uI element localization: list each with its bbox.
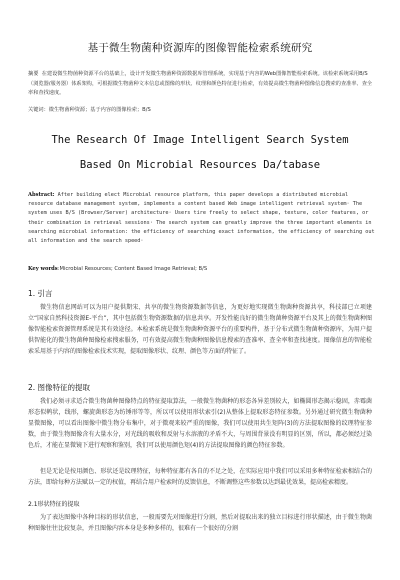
section-2-paragraph-1: 我们必须寻求适合微生物菌种图像特点的特征提取算法，一般微生物菌种的形态各异差别较大，如椭圆形态揭示稳固，赤霉菌形态似鹌状，线形，螺旋菌形态为纺锤形等等，所以可以使用形状索引(2)从整体上提取形态特征参数。另外通过研究微生物菌种显微图像，可以看出图像中微生物分布集中，对于微观来较严重的图像，我们可以使用共生矩阵(3)的方法提取图像的纹理特征参数，由于微生物图像含有大量水分，对光线的吸收和反射与水溶液的矛盾不大，与周围背景没有明显的区别，所以，都必须经过染色后，才能在显微镜下进行观察和鉴别，我们可以使用颜色矩(4)的方法提取图像的颜色特征参数。: [28, 398, 372, 449]
abstract-en-text: After building elect Microbial resource platform, this paper develops a distributed microbial resource database management system, implements a content based Web image intelligent retrieval system· The system uses B/S (Browser/Server) architecture· Users tire freely to select shape, texture, color features, or their combination in retrieval sessions· The search system can greatly improve the three important elements in searching microbial information: the efficiency of searching exact information, the efficiency of searching out all information and the search speed·: [28, 192, 375, 245]
section-2-heading: 2. 图像特征的提取: [28, 383, 91, 392]
keywords-cn-text: 微生物菌种资源；基于内容的图像检索；B/S: [48, 107, 151, 113]
abstract-cn: [28, 70, 376, 99]
abstract-cn-text: 在建设微生物菌种资源平台的基础上，设计开发微生物菌种资源数据库管理系统，实现基于内容的Web图像智能检索系统。该检索系统采用B/S（浏览器/服务器）体系架构，可根据微生物菌种文本信息或图像的形状、纹理和颜色特征进行检索，有效提高微生物菌种图像信息搜索的查准率、查全率和查找速度。: [28, 71, 373, 96]
keywords-en: [28, 266, 376, 272]
subsection-2-1-paragraph: 为了表达图像中各种目标的形状信息，一般需要先对图像进行分割，然后对提取出来的独立目标进行形状描述，由于微生物菌种图像往往比较复杂，并且图像内容本身是多种多样的，很难有一个很好的分割: [28, 514, 372, 532]
keywords-cn-label: 关键词：: [28, 107, 49, 113]
subsection-2-1-heading: 2.1形状特征的提取: [28, 501, 80, 508]
keywords-cn: [28, 106, 376, 113]
paper-title-en-line2: Based On Microbial Resources Da/tabase: [79, 159, 321, 171]
paper-title-cn: 基于微生物菌种资源库的图像智能检索系统研究: [87, 42, 313, 54]
keywords-en-label: Key words: [28, 266, 58, 272]
section-2-paragraph-2: 但是无论是按用颜色、形状还是纹理特征，每种特征都有各自的不足之处，在实际应用中我们可以采用多种特征检索相结合的方法，即给每种方法赋以一定的权值，再结合用户检索时的反馈信息，不断调整这些参数以达到最优效果，提高检索精度。: [28, 468, 372, 486]
section-1-paragraph: 微生物信息网站可以为用户提供期宋、共享的微生物资源数据等信息，为更好地实现微生物菌种资源共享，科技部已立项建立“国家自然科技资源E-平台”，其中包括微生物资源数据的信息共享。开发性能良好的微生物菌种资源平台及其上的微生物菌种图像智能检索资源管理系统是其有效途径。本检索系统是微生物菌种资源平台的重要构件，基于分布式微生物菌种资源库，为用户提供智能化的微生物菌种图像检索搜索服务，可有效提高微生物菌种图像信息搜索的查准率、查全率和查找速度。图像信息的智能检索采用基于内容的图像检索技术实现，提取图像形状、纹理、颜色等方面的特征了。: [28, 304, 372, 355]
paper-title-en-line1: The Research Of Image Intelligent Search System: [51, 134, 349, 146]
abstract-en-label: Abstract:: [28, 192, 55, 198]
abstract-en: [28, 191, 376, 246]
section-1-heading: 1. 引言: [28, 289, 53, 298]
abstract-cn-label: 摘要: [28, 71, 39, 77]
keywords-en-text: :Microbial Resources; Content Based Image Retrieval; B/S: [57, 266, 208, 272]
